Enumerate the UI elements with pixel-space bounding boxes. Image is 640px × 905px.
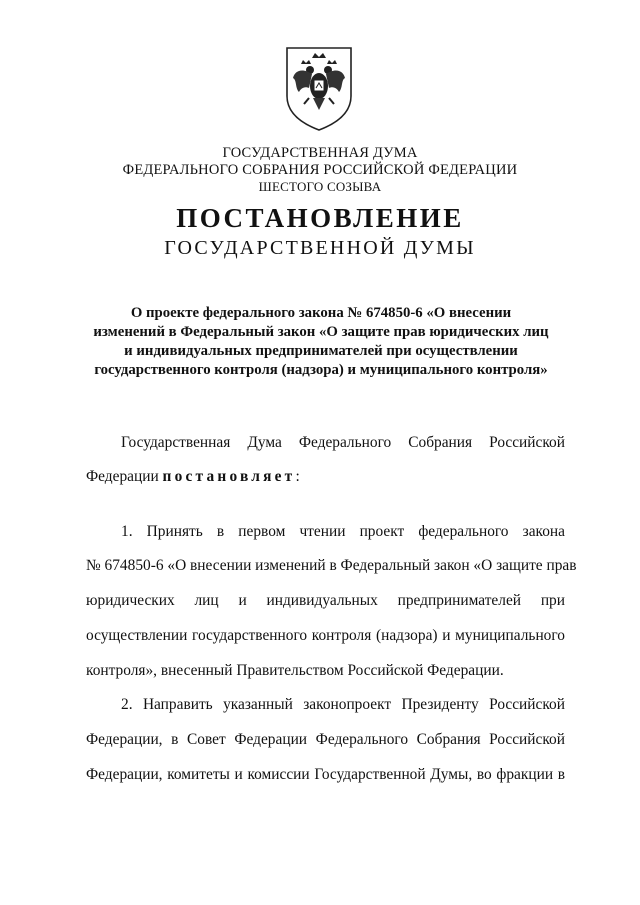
item1-line-4: осуществлении государственного контроля (надзора) и муниципального	[86, 627, 565, 644]
subject-line-3: и индивидуальных предпринимателей при осуществлении	[124, 343, 518, 359]
intro-line-1: Государственная Дума Федерального Собрания Российской	[121, 434, 565, 451]
intro-federation-word: Федерации	[86, 468, 159, 485]
subject-line-4: государственного контроля (надзора) и муниципального контроля»	[94, 362, 548, 378]
decree-word: постановляет	[162, 468, 296, 485]
intro-colon: :	[295, 468, 300, 485]
item1-line-3: юридических лиц и индивидуальных предпринимателей при	[86, 592, 565, 609]
item2-line-3: Федерации, комитеты и комиссии Государственной Думы, во фракции в	[86, 766, 565, 783]
subject-line-2: изменений в Федеральный закон «О защите прав юридических лиц	[93, 324, 549, 340]
org-name-line-1: ГОСУДАРСТВЕННАЯ ДУМА	[222, 145, 418, 161]
item1-line-5: контроля», внесенный Правительством Российской Федерации.	[86, 662, 504, 679]
subject-line-1: О проекте федерального закона № 674850-6 «О внесении	[130, 305, 512, 321]
item1-line-1: 1. Принять в первом чтении проект федерального закона	[121, 523, 565, 540]
item1-line-2: № 674850-6 «О внесении изменений в Федеральный закон «О защите прав	[86, 557, 577, 574]
document-subtitle: ГОСУДАРСТВЕННОЙ ДУМЫ	[164, 237, 476, 259]
item2-line-1: 2. Направить указанный законопроект Президенту Российской	[121, 696, 565, 713]
convocation-line: ШЕСТОГО СОЗЫВА	[258, 179, 382, 194]
coat-of-arms-emblem	[281, 44, 357, 132]
item2-line-2: Федерации, в Совет Федерации Федерального Собрания Российской	[86, 731, 565, 748]
intro-line-2	[86, 468, 565, 486]
org-name-line-2: ФЕДЕРАЛЬНОГО СОБРАНИЯ РОССИЙСКОЙ ФЕДЕРАЦИИ	[122, 162, 518, 178]
document-title: ПОСТАНОВЛЕНИЕ	[176, 203, 464, 233]
